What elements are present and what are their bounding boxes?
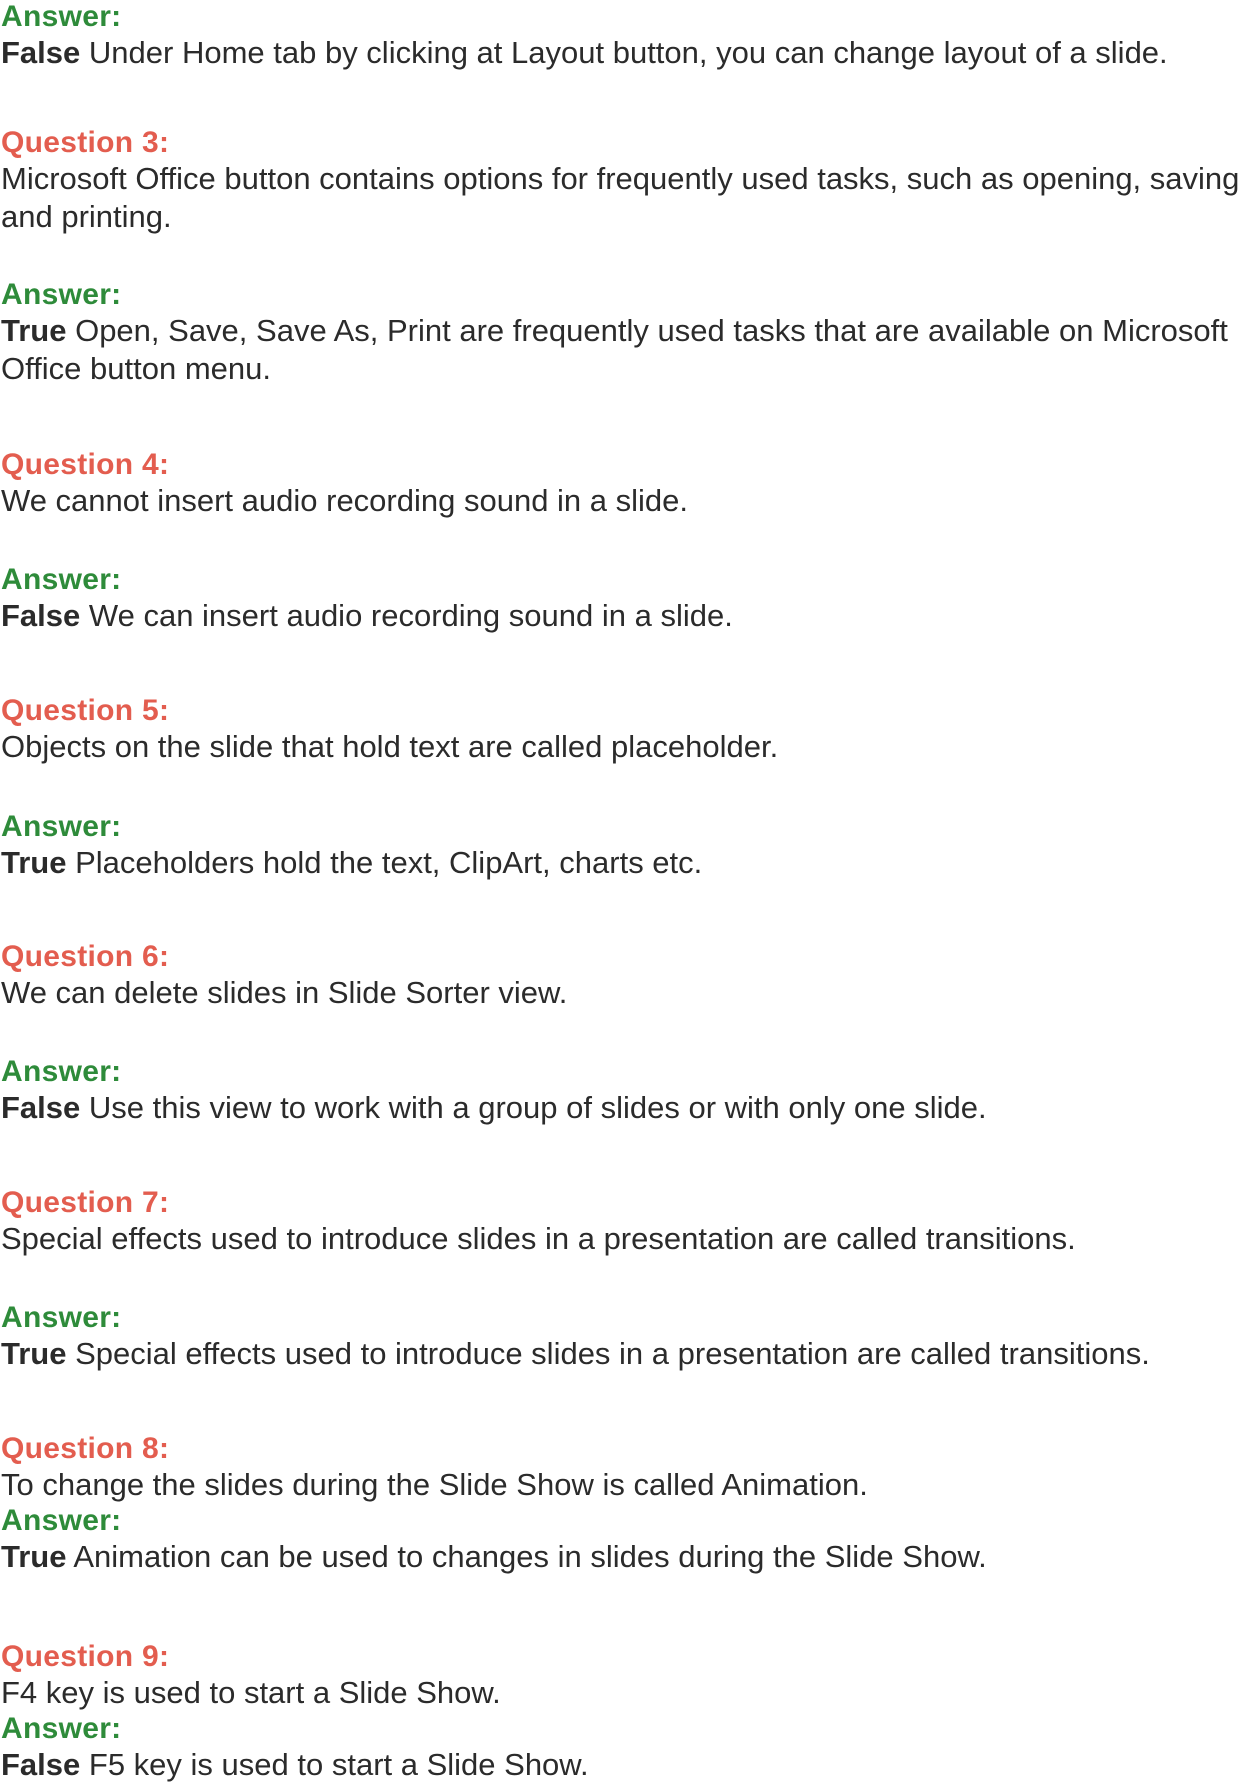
- question-block-5: [1, 694, 1246, 766]
- answer-verdict: True: [1, 313, 67, 348]
- answer-verdict: False: [1, 35, 81, 70]
- answer-text: [1, 1089, 1246, 1127]
- question-label: Question 3:: [1, 126, 170, 159]
- question-block-6: [1, 940, 1246, 1012]
- question-text: To change the slides during the Slide Show is called Animation.: [1, 1467, 868, 1502]
- answer-label: Answer:: [1, 0, 122, 33]
- question-text: Microsoft Office button contains options for frequently used tasks, such as opening, saving and printing.: [1, 161, 1240, 234]
- question-label: Question 9:: [1, 1640, 170, 1673]
- answer-verdict: False: [1, 1090, 81, 1125]
- question-block-3: [1, 126, 1246, 236]
- answer-label: Answer:: [1, 1055, 122, 1088]
- answer-explanation: Special effects used to introduce slides in a presentation are called transitions.: [66, 1336, 1150, 1371]
- answer-label: Answer:: [1, 1301, 122, 1334]
- question-text: Special effects used to introduce slides in a presentation are called transitions.: [1, 1221, 1076, 1256]
- answer-block-7: [1, 1301, 1246, 1373]
- answer-label: Answer:: [1, 1712, 122, 1745]
- answer-label: Answer:: [1, 563, 122, 596]
- question-text: We can delete slides in Slide Sorter view.: [1, 975, 568, 1010]
- answer-block-6: [1, 1055, 1246, 1127]
- question-label: Question 4:: [1, 448, 170, 481]
- answer-text: [1, 1746, 1246, 1784]
- answer-block-q2: [1, 0, 1246, 72]
- answer-label: Answer:: [1, 278, 122, 311]
- answer-block-5: [1, 810, 1246, 882]
- answer-explanation: Use this view to work with a group of slides or with only one slide.: [80, 1090, 987, 1125]
- question-label: Question 5:: [1, 694, 170, 727]
- question-block-8: [1, 1432, 1246, 1576]
- question-label: Question 7:: [1, 1186, 170, 1219]
- question-block-4: [1, 448, 1246, 520]
- question-text: F4 key is used to start a Slide Show.: [1, 1675, 501, 1710]
- answer-explanation: We can insert audio recording sound in a slide.: [80, 598, 733, 633]
- question-block-7: [1, 1186, 1246, 1258]
- answer-verdict: False: [1, 598, 81, 633]
- answer-explanation: Open, Save, Save As, Print are frequently used tasks that are available on Microsoft Office button menu.: [1, 313, 1228, 386]
- answer-text: [1, 597, 1246, 635]
- answer-block-3: [1, 278, 1246, 388]
- question-label: Question 8:: [1, 1432, 170, 1465]
- answer-text: [1, 1335, 1246, 1373]
- answer-text: [1, 1538, 1246, 1576]
- answer-text: [1, 844, 1246, 882]
- answer-verdict: True: [1, 1336, 67, 1371]
- answer-text: [1, 312, 1246, 388]
- answer-explanation: Placeholders hold the text, ClipArt, charts etc.: [66, 845, 703, 880]
- answer-block-4: [1, 563, 1246, 635]
- question-block-9: [1, 1640, 1246, 1784]
- question-text: Objects on the slide that hold text are called placeholder.: [1, 729, 779, 764]
- answer-explanation: F5 key is used to start a Slide Show.: [80, 1747, 589, 1782]
- answer-label: Answer:: [1, 1504, 122, 1537]
- answer-verdict: True: [1, 845, 67, 880]
- answer-verdict: False: [1, 1747, 81, 1782]
- answer-verdict: True: [1, 1539, 67, 1574]
- question-text: We cannot insert audio recording sound in a slide.: [1, 483, 689, 518]
- answer-explanation: Animation can be used to changes in slides during the Slide Show.: [66, 1539, 987, 1574]
- answer-text: [1, 34, 1246, 72]
- answer-explanation: Under Home tab by clicking at Layout button, you can change layout of a slide.: [80, 35, 1168, 70]
- answer-label: Answer:: [1, 810, 122, 843]
- question-label: Question 6:: [1, 940, 170, 973]
